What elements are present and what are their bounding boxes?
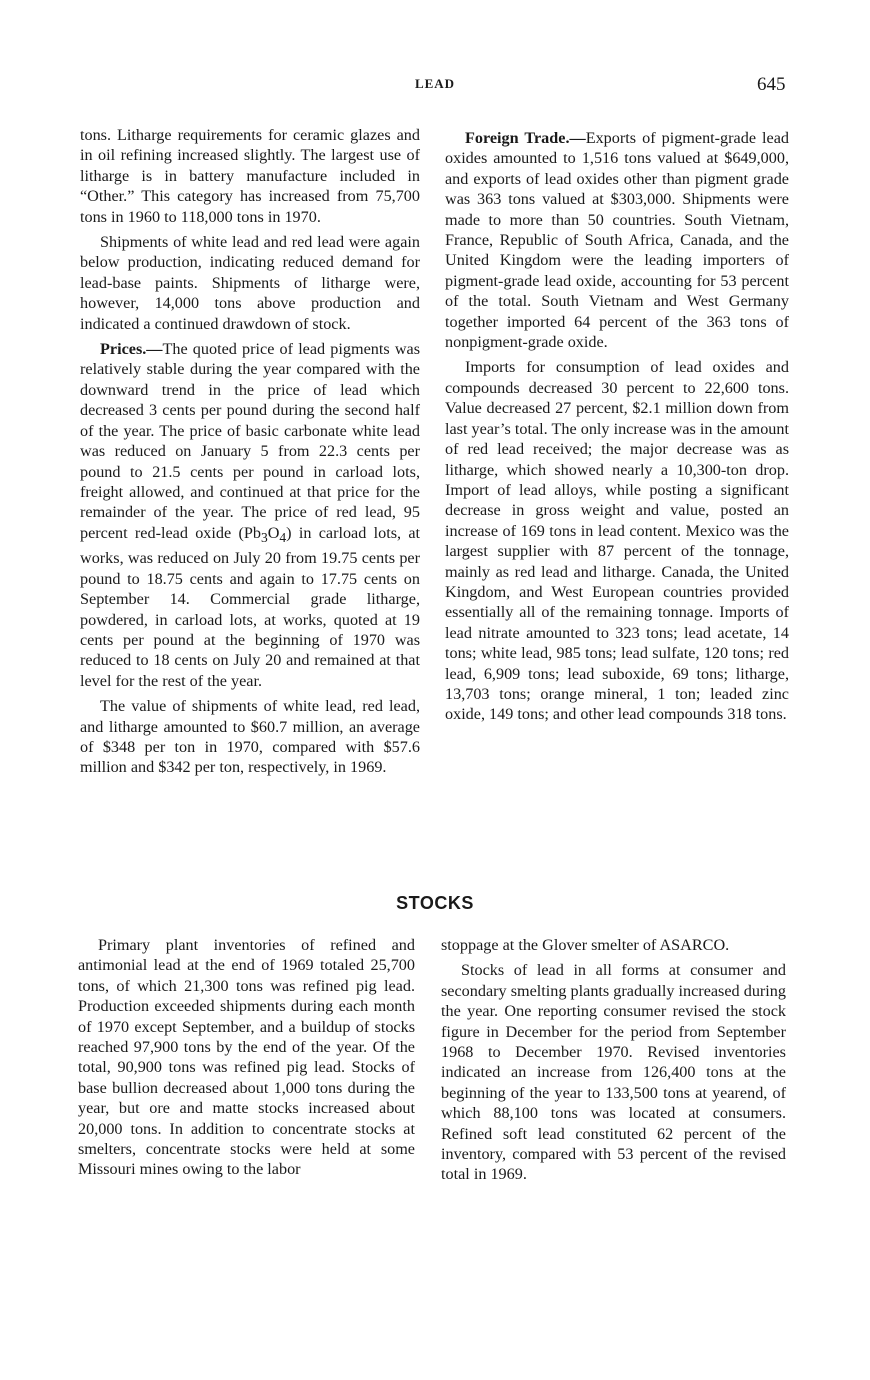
column-stocks-left [78,935,415,1185]
paragraph-consumer-stocks: Stocks of lead in all forms at consumer and secondary smelting plants gradually increased during the year. One reporting consumer revised the stock figure in December for the period from September 1968 to December 1970. Revised inventories indicated an increase from 126,400 tons at the beginning of the year to 133,500 tons at yearend, of which 88,100 tons was located at consumers. Refined soft lead constituted 62 percent of the inventory, compared with 53 percent of the revised total in 1969. [441,961,786,1184]
column-top-left [80,125,420,783]
foreign-trade-run-in-heading: Foreign Trade.— [465,129,586,147]
section-heading-stocks: STOCKS [396,893,474,913]
formula-subscript-3: 3 [260,529,268,545]
paragraph-prices [80,339,420,691]
foreign-trade-text: Exports of pigment-grade lead oxides amounted to 1,516 tons valued at $649,000, and exports of lead oxides other than pigment grade was 363 tons valued at $303,000. Shipments were made to more than 50 countries. South Vietnam, France, Republic of South Africa, Canada, and the United Kingdom were the leading importers of pigment-grade lead oxide, accounting for 53 percent of the total. South Vietnam and West Germany together imported 64 percent of the 363 tons of nonpigment-grade oxide. [445,129,790,352]
paragraph-shipments: Shipments of white lead and red lead were again below production, indicating reduced demand for lead-base paints. Shipments of litharge were, however, 14,000 tons above production and indicated a continued drawdown of stock. [80,233,420,333]
column-stocks-right [441,935,786,1190]
paragraph-value-of-shipments: The value of shipments of white lead, red lead, and litharge amounted to $60.7 million, an average of $348 per ton in 1970, compared with $57.6 million and $342 per ton, respectively, in 1969. [80,697,420,777]
paragraph-litharge-requirements: tons. Litharge requirements for ceramic glazes and in oil refining increased slightly. The largest use of litharge is in battery manufacture included in “Other.” This category has increased from 75,700 tons in 1960 to 118,000 tons in 1970. [80,126,420,226]
prices-text-b: O [267,523,280,542]
paragraph-imports: Imports for consumption of lead oxides and compounds decreased 30 percent to 22,600 tons. Value decreased 27 percent, $2.1 million down from last year’s total. The only increase was in the amount of red lead received; the major decrease was as litharge, which showed nearly a 10,300-ton drop. Import of lead alloys, while posting a significant decrease in gross weight and value, posted an increase of 169 tons in lead content. Mexico was the largest supplier with 87 percent of the tonnage, mainly as red lead and litharge. Canada, the United Kingdom, and West European countries provided essentially all of the remaining tonnage. Imports of lead nitrate amounted to 323 tons; lead acetate, 14 tons; white lead, 985 tons; lead sulfate, 120 tons; red lead, 6,909 tons; lead suboxide, 69 tons; litharge, 13,703 tons; orange mineral, 1 ton; leaded zinc oxide, 149 tons; and other lead compounds 318 tons. [445,358,789,724]
column-top-right [445,128,789,730]
running-title: LEAD [414,76,456,91]
paragraph-foreign-trade [445,128,789,352]
page-number: 645 [757,74,786,95]
paragraph-stoppage: stoppage at the Glover smelter of ASARCO. [441,936,730,954]
prices-run-in-heading: Prices.— [100,340,163,359]
paragraph-primary-plant-inventories: Primary plant inventories of refined and antimonial lead at the end of 1969 totaled 25,700 tons, of which 21,300 tons was refined pig lead. Production exceeded shipments during each month of 1970 except September, and a buildup of stocks reached 97,900 tons by the end of the year. Of the total, 90,900 tons was refined pig lead. Stocks of base bullion decreased about 1,000 tons during the year, but ore and matte stocks increased about 20,000 tons. In addition to concentrate stocks at smelters, concentrate stocks were held at some Missouri mines owing to the labor [78,936,415,1179]
prices-text-c: ) in carload lots, at works, was reduced on July 20 from 19.75 cents per pound to 18.75 cents and again to 17.75 cents on September 14. Commercial grade litharge, powdered, in carload lots, at works, quoted at 19 cents per pound at the beginning of 1970 was reduced to 18 cents on July 20 and remained at that level for the rest of the year. [80,523,421,690]
formula-subscript-4: 4 [279,529,287,545]
prices-text-a: The quoted price of lead pigments was relatively stable during the year compared with the downward trend in the price of lead which decreased 3 cents per pound during the second half of the year. The price of basic carbonate white lead was reduced on January 5 from 22.3 cents per pound to 21.5 cents per pound in carload lots, freight allowed, and continued at that price for the remainder of the year. The price of red lead, 95 percent red-lead oxide (Pb [80,340,420,542]
